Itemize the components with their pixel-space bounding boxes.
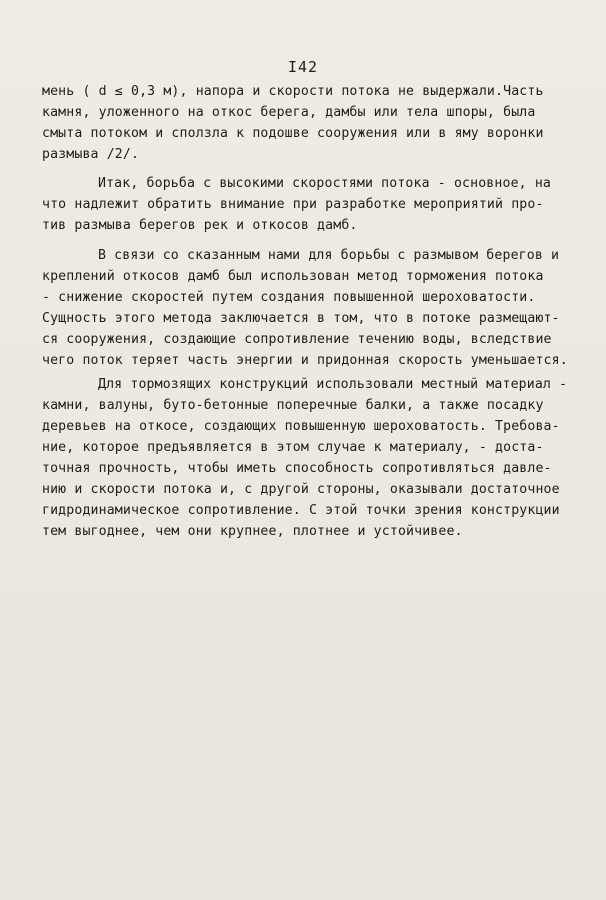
text-line: нию и скорости потока и, с другой стороны, оказывали достаточное bbox=[42, 482, 560, 497]
text-line: ние, которое предъявляется в этом случае к материалу, - доста- bbox=[42, 440, 544, 455]
page-number: I42 bbox=[287, 58, 319, 76]
text-line: точная прочность, чтобы иметь способность сопротивляться давле- bbox=[42, 461, 552, 476]
text-line: В связи со сказанным нами для борьбы с размывом берегов и bbox=[98, 248, 560, 263]
text-line: чего поток теряет часть энергии и придонная скорость уменьшается. bbox=[42, 353, 568, 368]
text-line: деревьев на откосе, создающих повышенную шероховатость. Требова- bbox=[42, 419, 560, 434]
text-line: ся сооружения, создающие сопротивление течению воды, вследствие bbox=[42, 332, 552, 347]
text-line: камни, валуны, буто-бетонные поперечные балки, а также посадку bbox=[42, 398, 544, 413]
text-line: что надлежит обратить внимание при разработке мероприятий про- bbox=[42, 197, 544, 212]
text-line: мень ( d ≤ 0,3 м), напора и скорости потока не выдержали.Часть bbox=[42, 84, 544, 99]
text-line: тем выгоднее, чем они крупнее, плотнее и устойчивее. bbox=[42, 524, 463, 539]
text-line: размыва /2/. bbox=[42, 147, 140, 162]
text-line: тив размыва берегов рек и откосов дамб. bbox=[42, 218, 358, 233]
text-line: Для тормозящих конструкций использовали местный материал - bbox=[98, 377, 568, 392]
text-line: - снижение скоростей путем создания повышенной шероховатости. bbox=[42, 290, 536, 305]
text-line: креплений откосов дамб был использован метод торможения потока bbox=[42, 269, 544, 284]
text-line: Сущность этого метода заключается в том, что в потоке размещают- bbox=[42, 311, 560, 326]
text-line: гидродинамическое сопротивление. С этой точки зрения конструкции bbox=[42, 503, 560, 518]
text-line: камня, уложенного на откос берега, дамбы или тела шпоры, была bbox=[42, 105, 536, 120]
text-line: Итак, борьба с высокими скоростями потока - основное, на bbox=[98, 176, 552, 191]
text-line: смыта потоком и сползла к подошве сооружения или в яму воронки bbox=[42, 126, 544, 141]
